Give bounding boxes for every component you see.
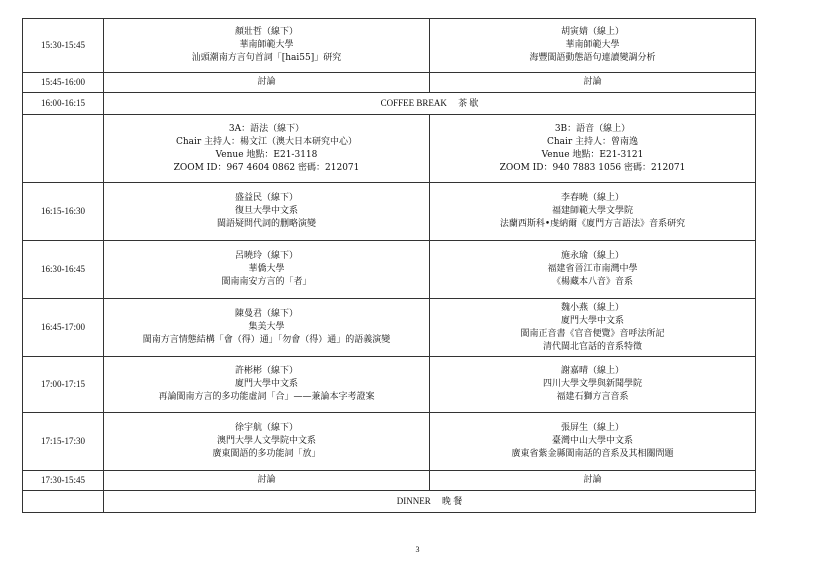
affiliation: 華南師範大學: [565, 40, 620, 50]
time-cell: 16:00-16:15: [23, 93, 104, 115]
session-cell-right: [430, 183, 756, 241]
session-cell-right: [430, 299, 756, 357]
speaker-name: 呂曉玲（線下）: [234, 251, 298, 261]
session-chair: Chair 主持人：曾南逸: [546, 136, 639, 147]
time-cell: 17:00-17:15: [23, 357, 104, 413]
speaker-name: 徐宇航（線下）: [234, 423, 298, 433]
schedule-table: [22, 18, 756, 513]
paper-title: 廣東閩語的多功能詞「放」: [212, 449, 321, 459]
session-cell-left: [104, 19, 430, 73]
speaker-name: 魏小燕（線上）: [560, 302, 624, 313]
affiliation: 廈門大學中文系: [234, 379, 298, 389]
affiliation: 福建省晉江市南灣中學: [547, 264, 638, 274]
paper-title: 再論閩南方言的多功能虛詞「合」——兼論本字考證案: [158, 392, 375, 402]
paper-title: 閩南南安方言的「者」: [221, 277, 312, 287]
table-row: [23, 115, 756, 183]
session-cell-right: [430, 19, 756, 73]
paper-title: 閩南正音書《官音便覽》音呼法所記: [520, 328, 665, 339]
affiliation: 廈門大學中文系: [560, 315, 624, 326]
table-row: [23, 241, 756, 299]
affiliation: 臺灣中山大學中文系: [551, 436, 633, 446]
affiliation: 四川大學文學與新聞學院: [542, 379, 642, 389]
session-zoom: ZOOM ID：940 7883 1056 密碼：212071: [499, 162, 686, 173]
paper-title: 《楊藏本八音》音系: [551, 277, 633, 287]
speaker-name: 施永瑜（線上）: [560, 251, 624, 261]
paper-title: 閩南方言情態結構「會（得）通」「勿會（得）通」的語義演變: [142, 335, 391, 345]
discussion-cell: 討論: [430, 471, 756, 491]
time-cell: 17:15-17:30: [23, 413, 104, 471]
session-cell-left: [104, 413, 430, 471]
paper-title-cont: 清代閩北官話的音系特徵: [542, 341, 642, 352]
paper-title: 閩語疑問代詞的删略演變: [216, 219, 316, 229]
session-zoom: ZOOM ID：967 4604 0862 密碼：212071: [173, 162, 360, 173]
session-chair: Chair 主持人：楊文江（澳大日本研究中心）: [175, 136, 358, 147]
time-cell: [23, 115, 104, 183]
session-cell-right: [430, 241, 756, 299]
session-venue: Venue 地點：E21-3118: [215, 149, 318, 160]
time-cell: 17:30-15:45: [23, 471, 104, 491]
table-row: [23, 491, 756, 513]
table-row: [23, 413, 756, 471]
speaker-name: 張屏生（線上）: [560, 423, 624, 433]
session-cell-left: [104, 183, 430, 241]
session-cell-left: [104, 357, 430, 413]
session-title: 3B：語音（線上）: [554, 123, 631, 134]
time-cell: [23, 491, 104, 513]
speaker-name: 許彬彬（線下）: [234, 366, 298, 376]
speaker-name: 顏壯哲（線下）: [234, 27, 298, 37]
paper-title: 法蘭西斯科•虔納爾《廈門方言語法》音系研究: [499, 219, 686, 229]
affiliation: 澳門大學人文學院中文系: [216, 436, 316, 446]
table-row: [23, 299, 756, 357]
session-title: 3A：語法（線下）: [228, 123, 305, 134]
session-cell-left: [104, 241, 430, 299]
table-row: [23, 183, 756, 241]
speaker-name: 胡寅婧（線上）: [560, 27, 624, 37]
table-row: [23, 357, 756, 413]
table-row: [23, 73, 756, 93]
affiliation: 福建師範大學文學院: [551, 206, 633, 216]
affiliation: 華南師範大學: [239, 40, 294, 50]
table-row: [23, 93, 756, 115]
time-cell: 15:45-16:00: [23, 73, 104, 93]
discussion-cell: 討論: [430, 73, 756, 93]
time-cell: 15:30-15:45: [23, 19, 104, 73]
session-cell-left: [104, 299, 430, 357]
speaker-name: 李春曉（線上）: [560, 193, 624, 203]
coffee-break-cell: COFFEE BREAK 茶 歇: [104, 93, 756, 115]
session-cell-right: [430, 413, 756, 471]
session-header-right: [430, 115, 756, 183]
session-cell-right: [430, 357, 756, 413]
paper-title: 福建石獅方言音系: [556, 392, 629, 402]
time-cell: 16:15-16:30: [23, 183, 104, 241]
affiliation: 華僑大學: [248, 264, 285, 274]
paper-title: 廣東省紫金縣閩南話的音系及其相關問題: [511, 449, 674, 459]
discussion-cell: 討論: [104, 73, 430, 93]
table-row: [23, 19, 756, 73]
session-header-left: [104, 115, 430, 183]
session-venue: Venue 地點：E21-3121: [541, 149, 644, 160]
page-number: 3: [415, 545, 420, 554]
paper-title: 海豐閩語動態語句連讀變調分析: [529, 53, 656, 63]
discussion-cell: 討論: [104, 471, 430, 491]
affiliation: 復旦大學中文系: [234, 206, 298, 216]
dinner-cell: DINNER 晚 餐: [104, 491, 756, 513]
speaker-name: 謝嘉晴（線上）: [560, 366, 624, 376]
table-row: [23, 471, 756, 491]
speaker-name: 盛益民（線下）: [234, 193, 298, 203]
paper-title: 汕頭潮南方言句首詞「[hai55]」研究: [191, 53, 342, 63]
affiliation: 集美大學: [248, 322, 285, 332]
speaker-name: 陳曼君（線下）: [234, 309, 298, 319]
time-cell: 16:30-16:45: [23, 241, 104, 299]
time-cell: 16:45-17:00: [23, 299, 104, 357]
